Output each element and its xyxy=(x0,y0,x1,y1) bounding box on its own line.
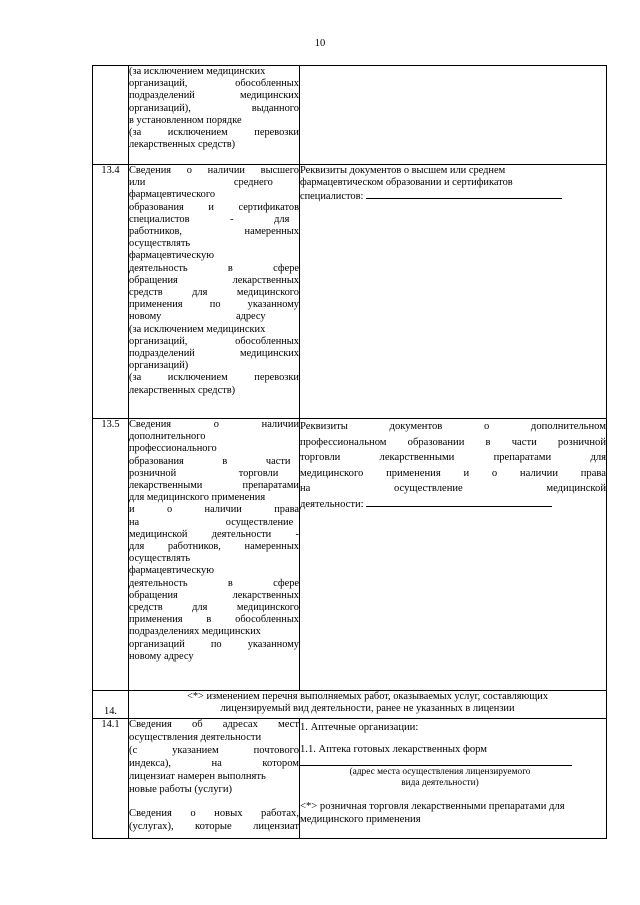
text-line: и о наличии права xyxy=(129,504,299,516)
text-line: в установленном порядке xyxy=(129,114,242,126)
text-line: для медицинского применения xyxy=(129,492,266,504)
text-line xyxy=(300,497,606,513)
text-line: подразделений медицинских xyxy=(129,348,299,360)
page-number: 10 xyxy=(314,38,326,49)
text-line: осуществления деятельности xyxy=(129,731,262,743)
table-row xyxy=(93,719,607,839)
row-description xyxy=(129,419,300,691)
text-line: (адрес места осуществления лицензируемого xyxy=(349,767,531,777)
text-line: обращения лекарственных xyxy=(129,589,299,601)
text-line: обращения лекарственных xyxy=(129,274,299,286)
text-line: средств для медицинского xyxy=(129,602,299,614)
text-line: специалистов - для xyxy=(129,213,290,225)
text-line: торговли лекарственными препаратами для xyxy=(300,452,606,463)
fill-in-line[interactable] xyxy=(366,189,562,199)
table-row xyxy=(93,419,607,691)
text-line: (за исключением медицинских xyxy=(129,323,266,335)
text-line: фармацевтического xyxy=(129,189,216,201)
row-number: 14.1 xyxy=(93,719,129,839)
item-pharmacy-organizations: 1. Аптечные организации: xyxy=(300,722,419,733)
text-line: лицензиат намерен выполнять xyxy=(129,770,266,782)
text-line: применения в обособленных xyxy=(129,614,299,626)
label-specialists: специалистов: xyxy=(300,191,366,203)
text-line: медицинской деятельности - xyxy=(129,528,299,540)
text-line: медицинского применения xyxy=(300,814,421,825)
label-activity: деятельности: xyxy=(300,498,367,510)
text-line: организаций, обособленных xyxy=(129,78,299,90)
text-line: лекарственных средств) xyxy=(129,384,236,396)
row-details xyxy=(300,419,607,691)
text-line: медицинского применения и о наличии права xyxy=(300,467,606,479)
license-form-table xyxy=(92,65,607,839)
text-line: для работников, намеренных xyxy=(129,541,299,553)
text-line: (услугах), которые лицензиат xyxy=(129,821,299,833)
text-line: розничной торговли xyxy=(129,467,279,479)
text-line: вида деятельности) xyxy=(401,778,479,788)
text-line: Сведения о наличии высшего xyxy=(129,165,299,176)
row-details xyxy=(300,66,607,165)
text-line: деятельность в сфере xyxy=(129,262,299,274)
text-line: лицензируемый вид деятельности, ранее не указанных в лицензии xyxy=(220,703,515,715)
table-row xyxy=(93,66,607,165)
text-line: новому адресу xyxy=(129,650,194,662)
spacer xyxy=(300,789,606,800)
row-number: 13.4 xyxy=(93,165,129,419)
text-line: работников, намеренных xyxy=(129,226,299,238)
text-line: (за исключением перевозки xyxy=(129,127,299,139)
text-line: или среднего xyxy=(129,177,273,189)
text-line: осуществлять xyxy=(129,238,191,250)
text-line: новые работы (услуги) xyxy=(129,783,233,795)
spacer xyxy=(129,796,299,808)
text-line: фармацевтическую xyxy=(129,565,214,577)
text-line: организаций), выданного xyxy=(129,102,299,114)
text-line: профессиональном образовании в части розничной xyxy=(300,436,606,448)
text-line: индекса), на котором xyxy=(129,757,299,769)
text-line: Сведения о наличии xyxy=(129,419,299,430)
table-row xyxy=(93,691,607,719)
text-line xyxy=(300,189,606,203)
text-line: новому адресу xyxy=(129,311,266,323)
row-number: 13.5 xyxy=(93,419,129,691)
address-caption xyxy=(300,767,580,789)
text-line: лекарственными препаратами xyxy=(129,480,299,492)
text-line: организаций по указанному xyxy=(129,638,299,650)
row-number xyxy=(93,66,129,165)
text-line: Реквизиты документов о дополнительном xyxy=(300,421,606,432)
section-heading xyxy=(129,691,607,719)
text-line: <*> изменением перечня выполняемых работ, оказываемых услуг, составляющих xyxy=(186,691,549,702)
text-line: деятельность в сфере xyxy=(129,577,299,589)
text-line: Реквизиты документов о высшем или среднем xyxy=(300,165,506,176)
text-line: образования и сертификатов xyxy=(129,201,299,213)
spacer xyxy=(300,734,606,743)
text-line: применения по указанному xyxy=(129,299,299,311)
table-row xyxy=(93,165,607,419)
text-line: образования в части xyxy=(129,455,291,467)
text-line: средств для медицинского xyxy=(129,287,299,299)
fill-in-line[interactable] xyxy=(366,497,552,507)
text-line: (с указанием почтового xyxy=(129,744,299,756)
text-line: Сведения об адресах мест xyxy=(129,719,299,730)
text-line: подразделений медицинских xyxy=(129,90,299,102)
text-line: на осуществление xyxy=(129,516,294,528)
text-line: <*> розничная торговля лекарственными препаратами для xyxy=(300,801,565,812)
text-line: Сведения о новых работах, xyxy=(129,808,299,820)
row-description xyxy=(129,719,300,839)
text-line: (за исключением медицинских xyxy=(129,66,266,77)
text-line: осуществлять xyxy=(129,553,191,565)
text-line: дополнительного xyxy=(129,431,206,443)
address-fill-in-line[interactable] xyxy=(300,757,572,766)
item-pharmacy-ready-forms: 1.1. Аптека готовых лекарственных форм xyxy=(300,744,487,755)
text-line: организаций) xyxy=(129,360,189,372)
row-number: 14. xyxy=(93,691,129,719)
row-details xyxy=(300,719,607,839)
row-description xyxy=(129,165,300,419)
row-details xyxy=(300,165,607,419)
text-line: фармацевтическом образовании и сертификатов xyxy=(300,177,513,189)
text-line: подразделениях медицинских xyxy=(129,626,261,638)
text-line: (за исключением перевозки xyxy=(129,372,299,384)
text-line: лекарственных средств) xyxy=(129,139,236,151)
text-line: профессионального xyxy=(129,443,217,455)
row-description xyxy=(129,66,300,165)
text-line: организаций, обособленных xyxy=(129,335,299,347)
text-line: фармацевтическую xyxy=(129,250,214,262)
text-line: на осуществление медицинской xyxy=(300,483,606,494)
